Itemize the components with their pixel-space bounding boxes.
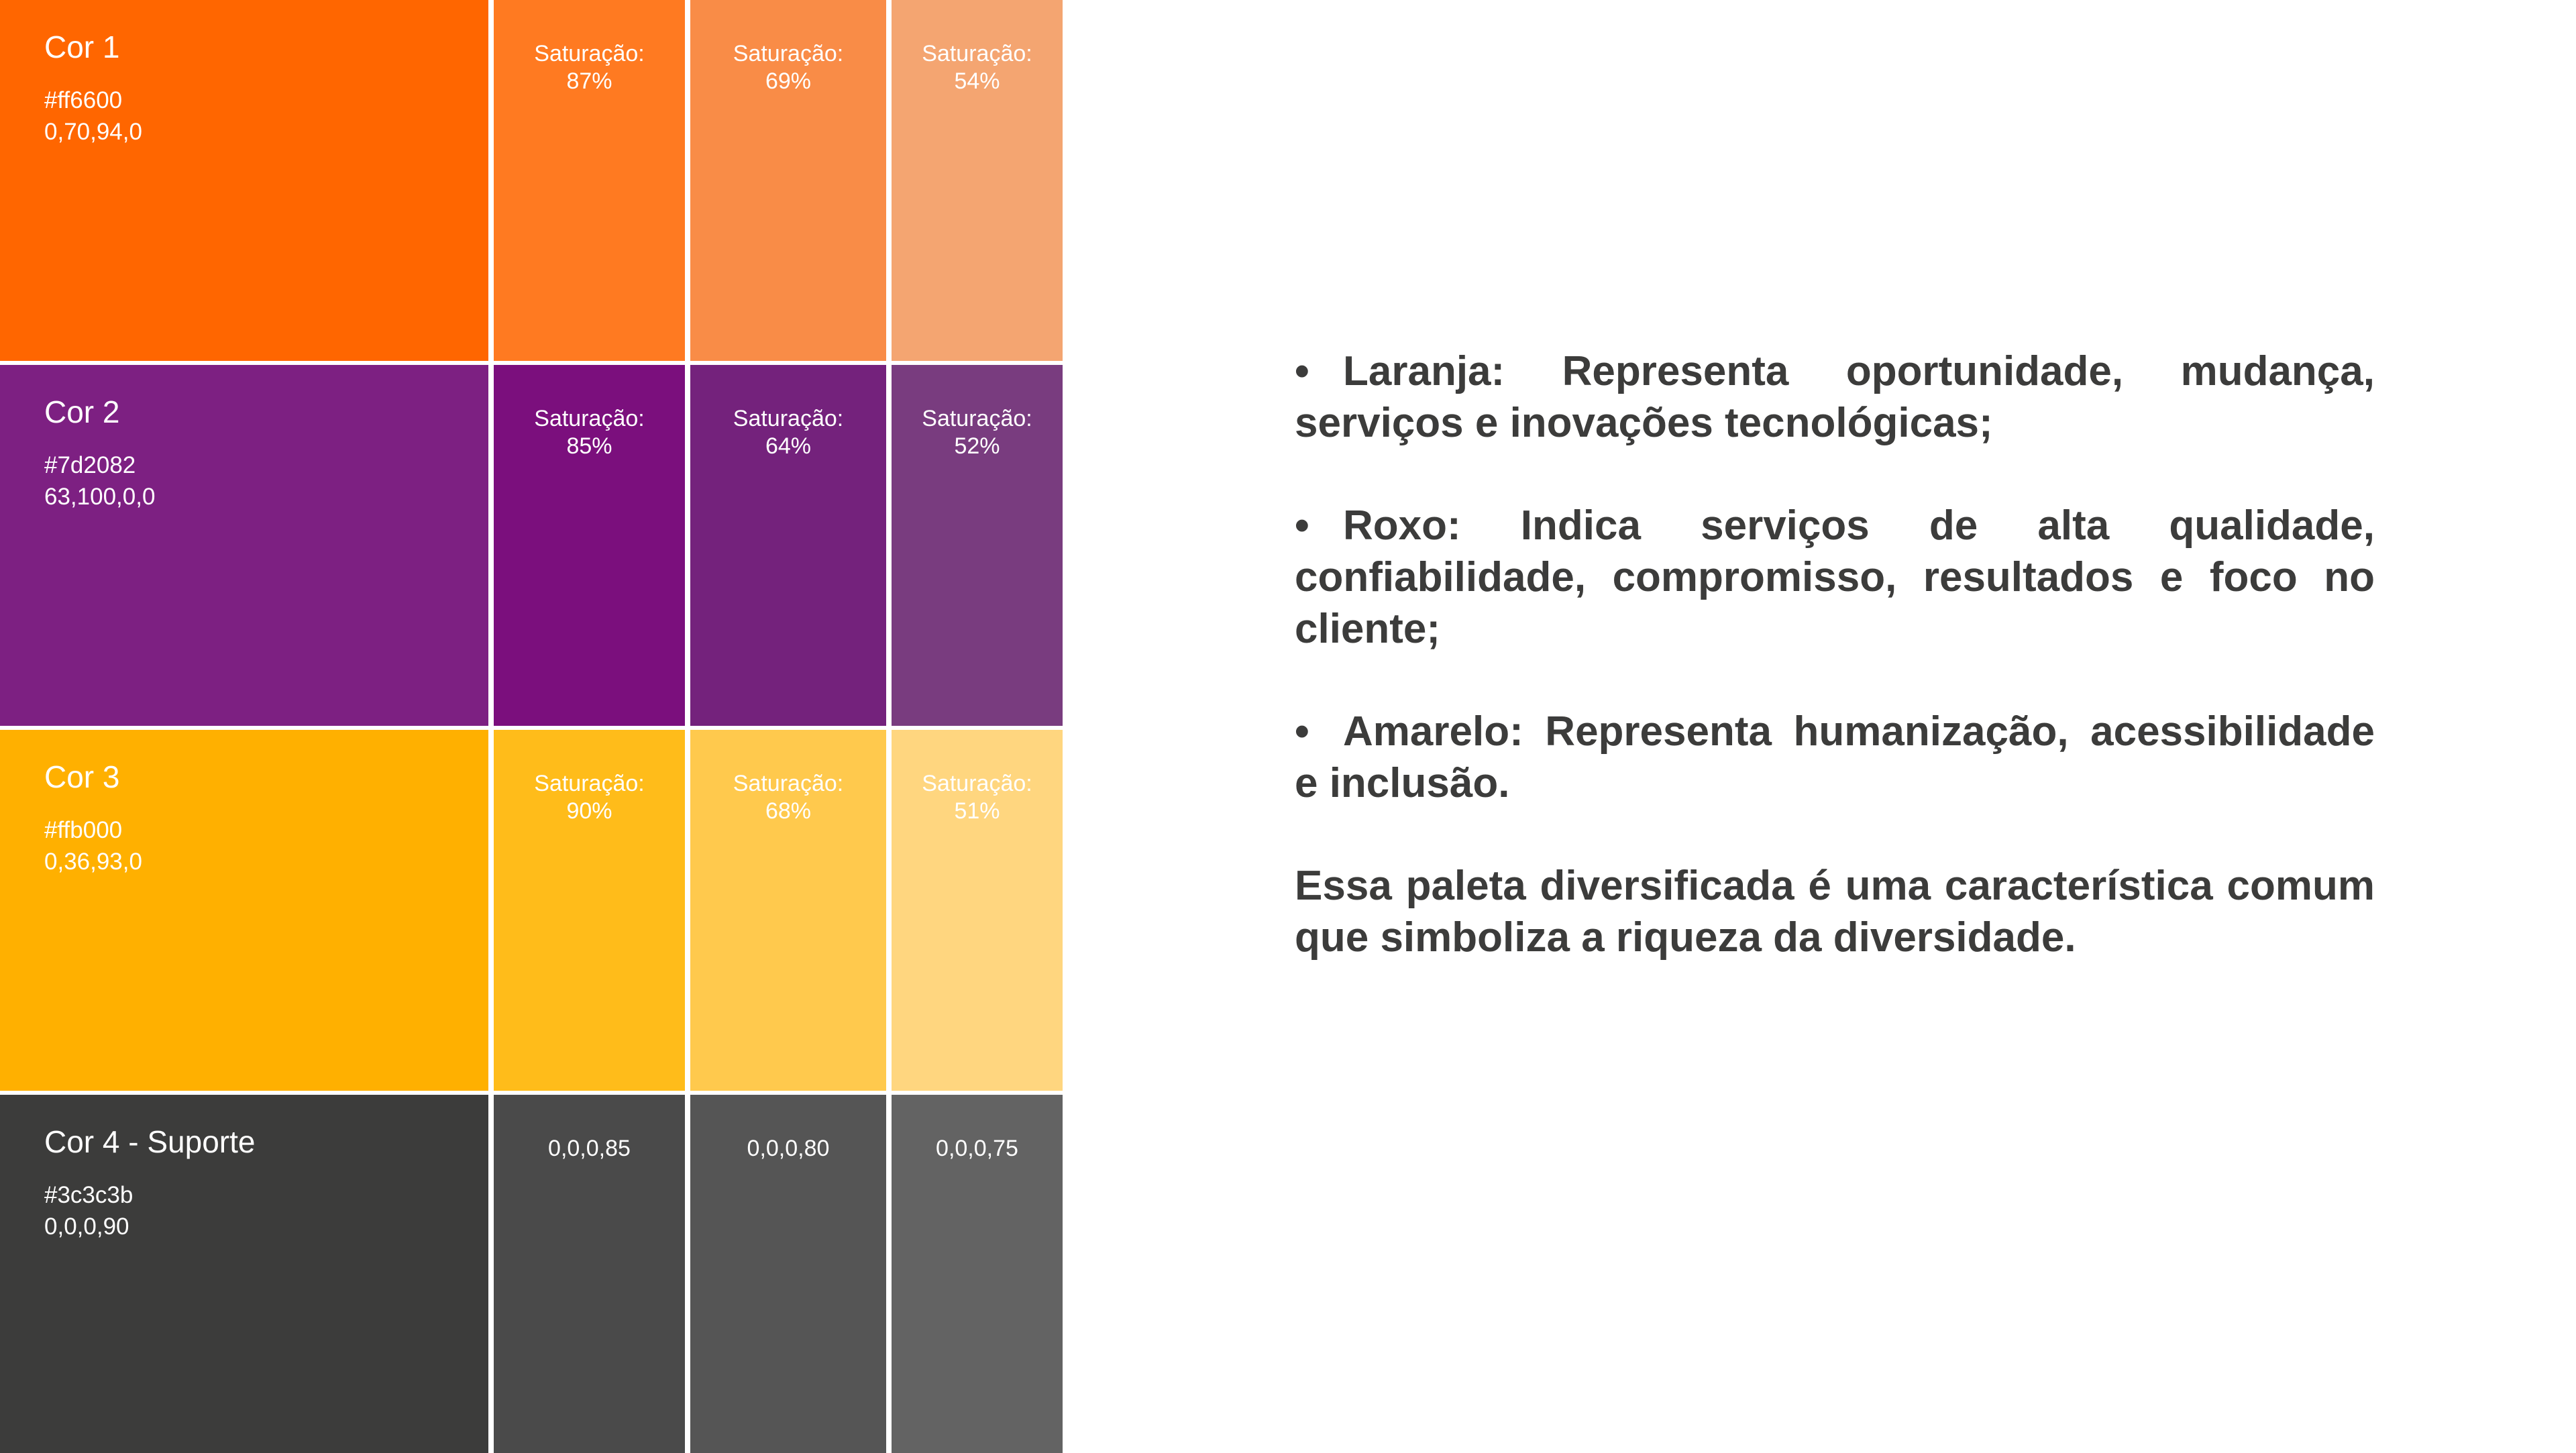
swatch-title: Cor 2 [44,394,120,429]
swatch-shade [494,730,685,1091]
bullet-text: Amarelo: Representa humanização, acessibilidade e inclusão. [1295,708,2375,806]
shade-label: Saturação: 90% [534,771,645,824]
bullet-dot: • [1295,348,1309,394]
swatch-main-cor-4 [0,1095,488,1453]
swatch-main-cor-3 [0,730,488,1091]
palette-description [1295,345,2375,1014]
swatch-shade [892,1095,1063,1453]
swatch-shade [690,365,886,726]
swatch-cmyk: 63,100,0,0 [44,484,156,510]
shade-label: 0,0,0,80 [747,1136,830,1161]
swatch-shade [690,1095,886,1453]
swatch-hex: #7d2082 [44,452,136,478]
swatch-shade [494,365,685,726]
closing-paragraph: Essa paleta diversificada é uma característica comum que simboliza a riqueza da diversidade. [1295,863,2375,961]
shade-label: Saturação: 51% [922,771,1032,824]
swatch-hex: #3c3c3b [44,1182,133,1208]
shade-label: Saturação: 69% [733,41,844,94]
bullet-roxo [1295,500,2375,655]
shade-label: Saturação: 68% [733,771,844,824]
shade-label: Saturação: 85% [534,406,645,459]
swatch-hex: #ffb000 [44,817,123,843]
swatch-cmyk: 0,0,0,90 [44,1214,129,1240]
swatch-title: Cor 3 [44,759,120,794]
bullet-laranja [1295,345,2375,449]
swatch-shade [892,365,1063,726]
swatch-shade [494,1095,685,1453]
shade-label: Saturação: 54% [922,41,1032,94]
swatch-main-cor-1 [0,0,488,361]
shade-label: 0,0,0,85 [548,1136,631,1161]
bullet-amarelo [1295,706,2375,809]
swatch-main-cor-2 [0,365,488,726]
bullet-text: Roxo: Indica serviços de alta qualidade, confiabilidade, compromisso, resultados e foco no cliente; [1295,502,2375,652]
shade-label: Saturação: 52% [922,406,1032,459]
bullet-dot: • [1295,502,1309,549]
shade-label: 0,0,0,75 [936,1136,1018,1161]
swatch-title: Cor 1 [44,30,120,64]
swatch-cmyk: 0,70,94,0 [44,119,142,145]
bullet-text: Laranja: Representa oportunidade, mudança, serviços e inovações tecnológicas; [1295,348,2375,446]
swatch-cmyk: 0,36,93,0 [44,849,142,875]
shade-label: Saturação: 64% [733,406,844,459]
swatch-hex: #ff6600 [44,87,123,113]
swatch-shade [892,0,1063,361]
swatch-shade [892,730,1063,1091]
bullet-dot: • [1295,708,1309,755]
swatch-title: Cor 4 - Suporte [44,1124,256,1159]
shade-label: Saturação: 87% [534,41,645,94]
swatch-shade [690,0,886,361]
color-palette-grid [0,0,1062,1449]
swatch-shade [494,0,685,361]
swatch-shade [690,730,886,1091]
